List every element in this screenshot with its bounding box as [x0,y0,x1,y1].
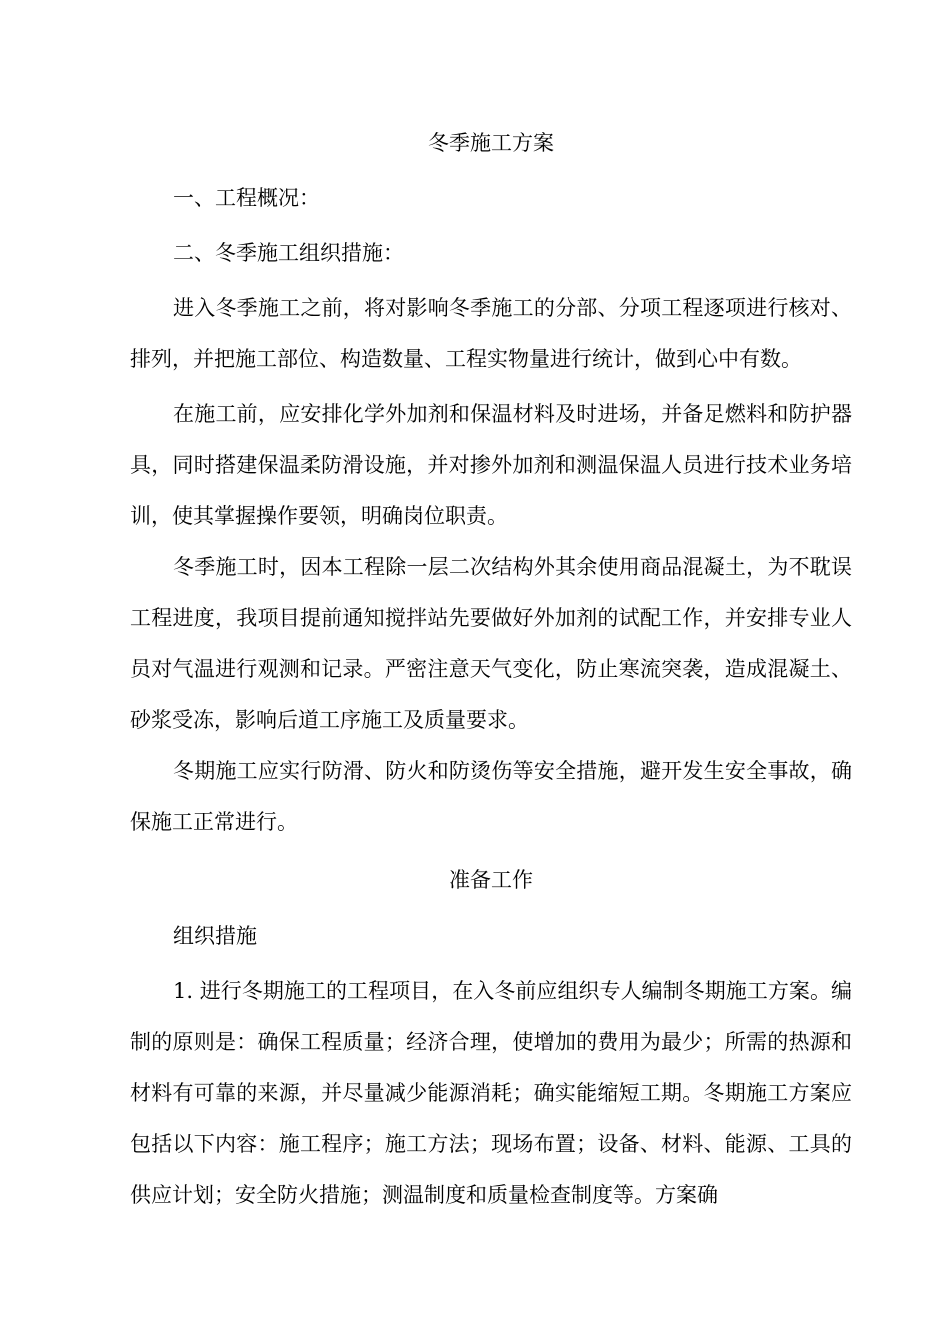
section-title: 准备工作 [449,868,533,892]
heading-overview: 一、工程概况： [173,186,320,210]
paragraph-4: 冬期施工应实行防滑、防火和防烫伤等安全措施，避开发生安全事故，确保施工正常进行。 [130,759,852,834]
document-title: 冬季施工方案 [428,131,554,155]
heading-organization: 二、冬季施工组织措施： [173,241,404,265]
document-body [130,118,852,1221]
subheading: 组织措施 [173,924,257,948]
paragraph-3: 冬季施工时，因本工程除一层二次结构外其余使用商品混凝土，为不耽误工程进度，我项目提前通知搅拌站先要做好外加剂的试配工作，并安排专业人员对气温进行观测和记录。严密注意天气变化，防止寒流突袭，造成混凝土、砂浆受冻，影响后道工序施工及质量要求。 [130,555,852,732]
list-item-1: 1. 进行冬期施工的工程项目，在入冬前应组织专人编制冬期施工方案。编制的原则是：确保工程质量；经济合理，使增加的费用为最少；所需的热源和材料有可靠的来源，并尽量减少能源消耗；确实能缩短工期。冬期施工方案应包括以下内容：施工程序；施工方法；现场布置；设备、材料、能源、工具的供应计划；安全防火措施；测温制度和质量检查制度等。方案确 [130,979,852,1207]
paragraph-2: 在施工前，应安排化学外加剂和保温材料及时进场，并备足燃料和防护器具，同时搭建保温柔防滑设施，并对掺外加剂和测温保温人员进行技术业务培训，使其掌握操作要领，明确岗位职责。 [130,402,852,528]
paragraph-1: 进入冬季施工之前，将对影响冬季施工的分部、分项工程逐项进行核对、排列，并把施工部位、构造数量、工程实物量进行统计，做到心中有数。 [130,296,852,371]
